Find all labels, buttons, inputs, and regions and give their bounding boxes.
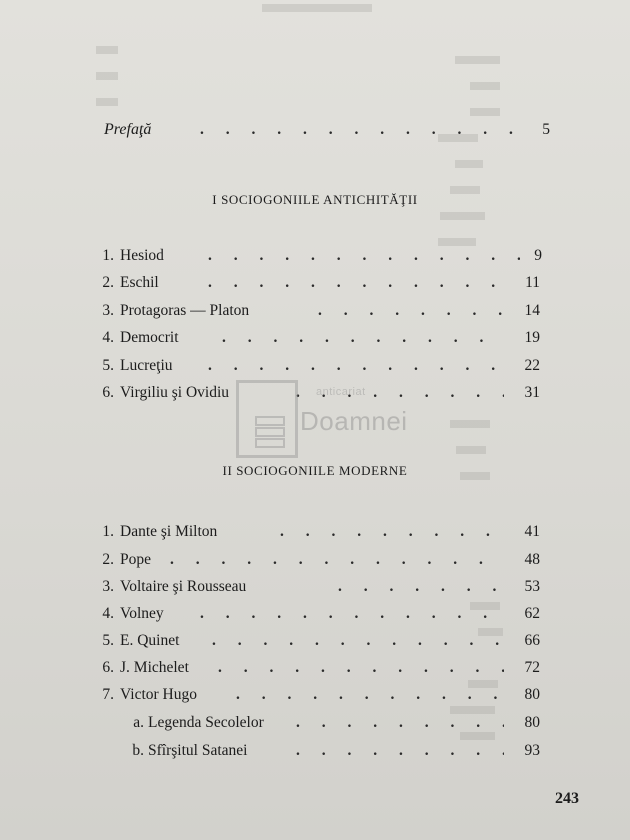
dot-leader — [296, 738, 504, 764]
toc-entry-title: Voltaire şi Rousseau — [120, 578, 247, 595]
toc-entry — [0, 325, 630, 351]
toc-entry — [0, 353, 630, 379]
toc-entry-number: a. — [133, 714, 144, 731]
toc-entry-title: Legenda Secolelor — [148, 714, 264, 731]
section-heading-2: II SOCIOGONIILE MODERNE — [222, 463, 408, 478]
dot-leader — [296, 710, 504, 736]
toc-entry-title: Eschil — [120, 274, 159, 291]
toc-entry-title: Pope — [120, 551, 151, 568]
toc-entry-number: 3. — [102, 302, 114, 319]
toc-entry-title: Democrit — [120, 329, 179, 346]
dot-leader — [170, 547, 504, 573]
dot-leader — [212, 628, 504, 654]
dot-leader — [208, 270, 504, 296]
dot-leader — [338, 574, 504, 600]
toc-entry-page: 19 — [524, 329, 540, 346]
page-number: 243 — [555, 790, 579, 807]
toc-entry — [0, 270, 630, 296]
toc-subentry — [0, 710, 630, 736]
toc-entry-number: 6. — [102, 659, 114, 676]
dot-leader — [218, 655, 504, 681]
toc-entry-title: J. Michelet — [120, 659, 189, 676]
toc-entry-number: 3. — [102, 578, 114, 595]
toc-entry-page: 5 — [542, 121, 550, 138]
toc-entry-title: Virgiliu şi Ovidiu — [120, 384, 230, 401]
dot-leader — [280, 519, 504, 545]
toc-entry-page: 22 — [524, 357, 540, 374]
toc-entry-title: Lucreţiu — [120, 357, 173, 374]
toc-entry-page: 62 — [524, 605, 540, 622]
toc-entry-title: Hesiod — [120, 247, 164, 264]
books-icon — [255, 415, 285, 451]
toc-entry-preface — [0, 117, 630, 143]
toc-entry-title: Sfîrşitul Satanei — [148, 742, 248, 759]
section-heading-1: I SOCIOGONIILE ANTICHITĂŢII — [212, 192, 418, 207]
toc-entry-number: 1. — [102, 247, 114, 264]
toc-entry — [0, 243, 630, 269]
dot-leader — [200, 601, 504, 627]
toc-entry-page: 48 — [524, 551, 540, 568]
dot-leader — [222, 325, 504, 351]
toc-entry-page: 14 — [524, 302, 540, 319]
watermark-small-text: anticariat — [316, 386, 366, 398]
dot-leader — [208, 243, 520, 269]
toc-entry — [0, 574, 630, 600]
toc-entry-page: 9 — [534, 247, 542, 264]
watermark-frame — [236, 380, 298, 458]
toc-entry-page: 72 — [524, 659, 540, 676]
toc-entry — [0, 547, 630, 573]
watermark-word: Doamnei — [300, 406, 408, 436]
toc-entry-title: Protagoras — Platon — [120, 302, 250, 319]
toc-entry-page: 80 — [524, 714, 540, 731]
toc-entry-title: E. Quinet — [120, 632, 180, 649]
toc-entry — [0, 601, 630, 627]
dot-leader — [208, 353, 504, 379]
watermark — [236, 378, 406, 458]
toc-entry-number: 1. — [102, 523, 114, 540]
toc-entry — [0, 682, 630, 708]
toc-entry-number: 7. — [102, 686, 114, 703]
toc-entry — [0, 519, 630, 545]
toc-entry-title: Volney — [120, 605, 164, 622]
toc-entry-page: 66 — [524, 632, 540, 649]
toc-entry-number: 6. — [102, 384, 114, 401]
toc-entry-page: 11 — [525, 274, 540, 291]
toc-entry-number: 5. — [102, 632, 114, 649]
toc-entry-number: 2. — [102, 551, 114, 568]
toc-entry-title: Victor Hugo — [120, 686, 197, 703]
dot-leader — [236, 682, 504, 708]
toc-entry-title: Prefaţă — [104, 121, 152, 138]
toc-entry-title: Dante şi Milton — [120, 523, 218, 540]
toc-entry-page: 80 — [524, 686, 540, 703]
toc-entry-number: 5. — [102, 357, 114, 374]
toc-entry-number: 4. — [102, 329, 114, 346]
toc-entry-page: 53 — [524, 578, 540, 595]
toc-entry-page: 93 — [524, 742, 540, 759]
toc-subentry — [0, 738, 630, 764]
dot-leader — [200, 117, 520, 143]
dot-leader — [318, 298, 504, 324]
toc-entry — [0, 298, 630, 324]
toc-entry — [0, 628, 630, 654]
toc-entry-number: b. — [132, 742, 144, 759]
toc-entry-page: 41 — [524, 523, 540, 540]
toc-entry-number: 4. — [102, 605, 114, 622]
toc-entry-number: 2. — [102, 274, 114, 291]
toc-entry-page: 31 — [524, 384, 540, 401]
toc-entry — [0, 655, 630, 681]
